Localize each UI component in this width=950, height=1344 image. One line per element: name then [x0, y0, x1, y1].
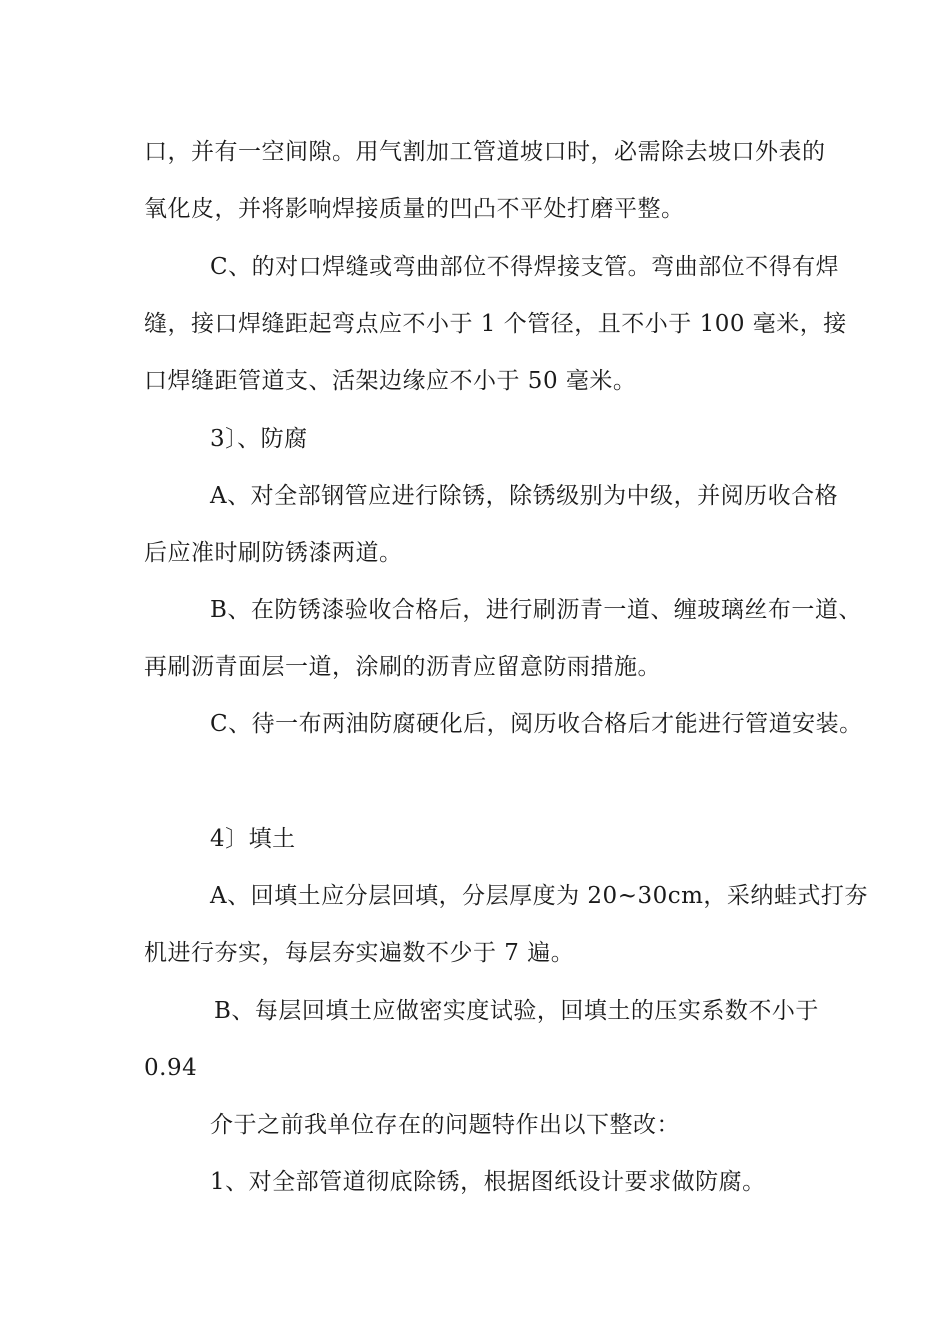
paragraph-line: 缝，接口焊缝距起弯点应不小于 1 个管径，且不小于 100 毫米，接 [144, 311, 847, 337]
paragraph-line: B、每层回填土应做密实度试验，回填土的压实系数不小于 [214, 998, 819, 1024]
section-heading-backfill: 4〕填土 [210, 826, 296, 852]
paragraph-line: 氧化皮，并将影响焊接质量的凹凸不平处打磨平整。 [144, 196, 685, 222]
section-heading-anticorrosion: 3〕、防腐 [210, 426, 308, 452]
paragraph-line: C、待一布两油防腐硬化后，阅历收合格后才能进行管道安装。 [210, 711, 863, 737]
paragraph-line: B、在防锈漆验收合格后，进行刷沥青一道、缠玻璃丝布一道、 [210, 597, 862, 623]
paragraph-line: 口，并有一空间隙。用气割加工管道坡口时，必需除去坡口外表的 [144, 139, 826, 165]
paragraph-line: 再刷沥青面层一道，涂刷的沥青应留意防雨措施。 [144, 654, 661, 680]
paragraph-line: A、对全部钢管应进行除锈，除锈级别为中级，并阅历收合格 [210, 483, 839, 509]
paragraph-line: C、的对口焊缝或弯曲部位不得焊接支管。弯曲部位不得有焊 [210, 254, 840, 280]
paragraph-line: 介于之前我单位存在的问题特作出以下整改： [210, 1112, 680, 1138]
paragraph-line: 1、对全部管道彻底除锈，根据图纸设计要求做防腐。 [210, 1169, 766, 1195]
paragraph-line: A、回填土应分层回填，分层厚度为 20~30cm，采纳蛙式打夯 [210, 883, 868, 909]
paragraph-line: 0.94 [144, 1055, 198, 1081]
paragraph-line: 机进行夯实，每层夯实遍数不少于 7 遍。 [144, 940, 575, 966]
paragraph-line: 后应准时刷防锈漆两道。 [144, 540, 403, 566]
paragraph-line: 口焊缝距管道支、活架边缘应不小于 50 毫米。 [144, 368, 637, 394]
